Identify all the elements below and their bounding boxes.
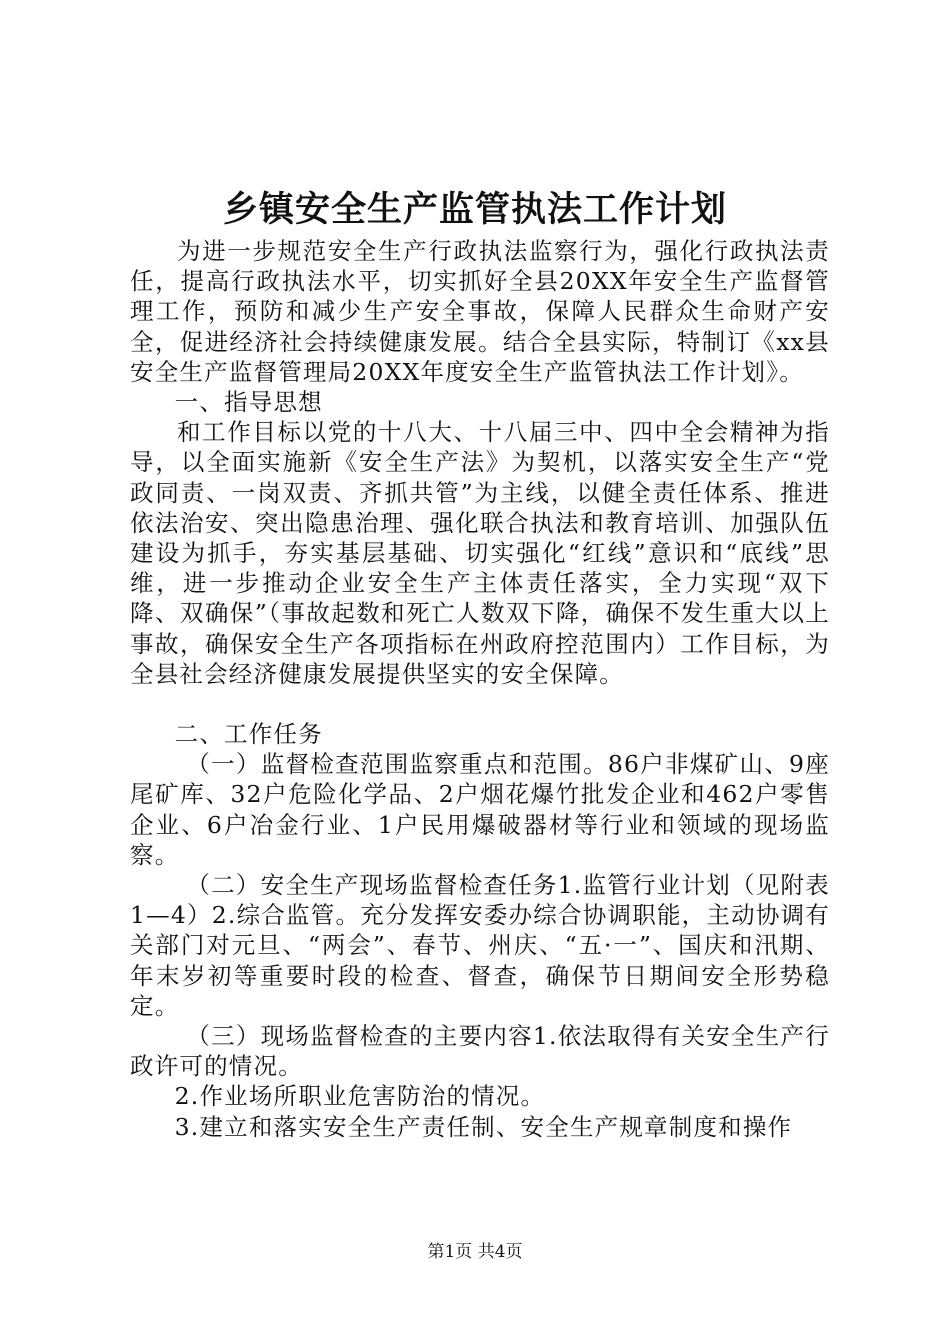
section-heading-guiding-ideology: 一、指导思想 bbox=[174, 388, 323, 417]
intro-paragraph: 为进一步规范安全生产行政执法监察行为，强化行政执法责任，提高行政执法水平，切实抓好全县20XX年安全生产监督管理工作，预防和减少生产安全事故，保障人民群众生命财产安全，促进经济社会持续健康发展。结合全县实际，特制订《xx县安全生产监督管理局20XX年度安全生产监管执法工作计划》。 bbox=[130, 237, 830, 386]
document-body bbox=[130, 236, 830, 1142]
task-paragraph-1: （一）监督检查范围监察重点和范围。86户非煤矿山、9座尾矿库、32户危险化学品、2户烟花爆竹批发企业和462户零售企业、6户冶金行业、1户民用爆破器材等行业和领域的现场监察。 bbox=[130, 750, 830, 869]
document-title: 乡镇安全生产监管执法工作计划 bbox=[222, 189, 727, 230]
page-number-footer: 第1页 共4页 bbox=[427, 1242, 523, 1262]
task-paragraph-2: （二）安全生产现场监督检查任务1.监管行业计划（见附表1—4）2.综合监管。充分发挥安委办综合协调职能，主动协调有关部门对元旦、“两会”、春节、州庆、“五·一”、国庆和汛期、年末岁初等重要时段的检查、督查，确保节日期间安全形势稳定。 bbox=[130, 871, 830, 1020]
task-paragraph-3: （三）现场监督检查的主要内容1.依法取得有关安全生产行政许可的情况。 bbox=[130, 1022, 830, 1081]
task-item-3: 3.建立和落实安全生产责任制、安全生产规章制度和操作 bbox=[174, 1112, 793, 1141]
section-heading-work-tasks: 二、工作任务 bbox=[174, 720, 323, 749]
task-item-2: 2.作业场所职业危害防治的情况。 bbox=[174, 1082, 546, 1111]
guiding-ideology-paragraph: 和工作目标以党的十八大、十八届三中、四中全会精神为指导，以全面实施新《安全生产法》为契机，以落实安全生产“党政同责、一岗双责、齐抓共管”为主线，以健全责任体系、推进依法治安、突出隐患治理、强化联合执法和教育培训、加强队伍建设为抓手，夯实基层基础、切实强化“红线”意识和“底线”思维，进一步推动企业安全生产主体责任落实，全力实现“双下降、双确保”（事故起数和死亡人数双下降，确保不发生重大以上事故，确保安全生产各项指标在州政府控范围内）工作目标，为全县社会经济健康发展提供坚实的安全保障。 bbox=[130, 418, 830, 688]
